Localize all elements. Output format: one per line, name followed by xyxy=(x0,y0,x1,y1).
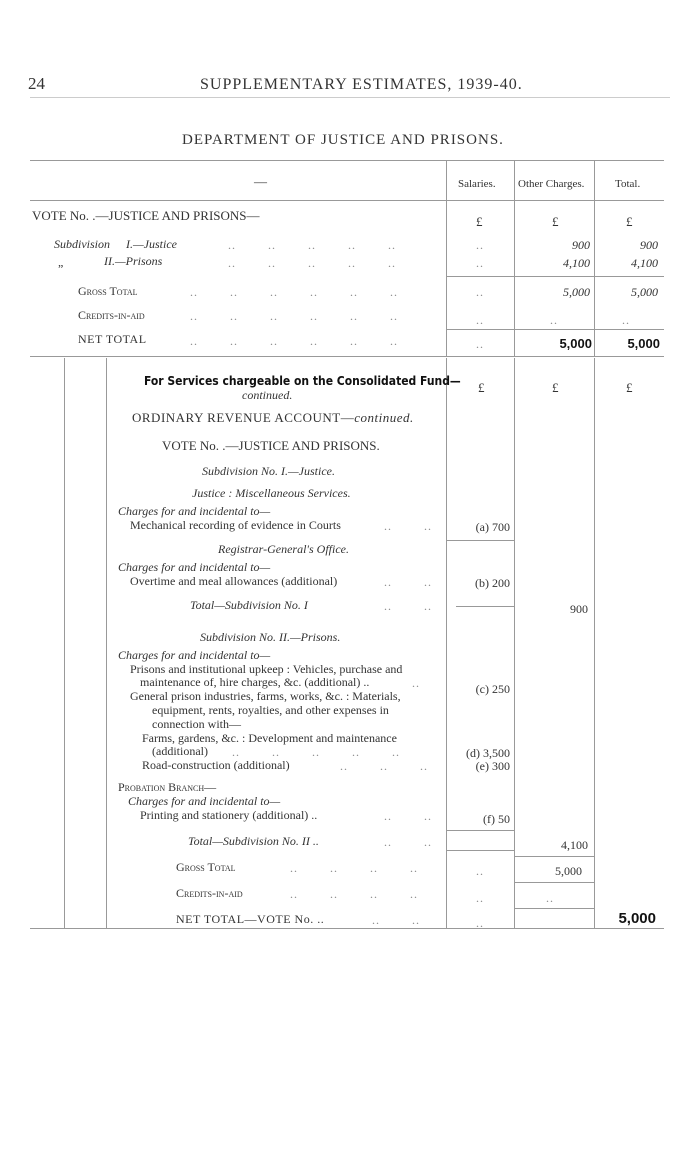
gross-total: 5,000 xyxy=(631,285,658,299)
col-salaries: Salaries. xyxy=(458,178,496,190)
industries-line2: equipment, rents, royalties, and other expenses in xyxy=(152,703,389,717)
sub2-other: 4,100 xyxy=(563,256,590,270)
detail-net-salaries: .. xyxy=(476,916,484,930)
total-sub2-leader: .. .. xyxy=(384,835,432,849)
summary-header-rule xyxy=(30,200,664,201)
currency-salaries: £ xyxy=(476,214,483,229)
rule-credits xyxy=(514,882,594,883)
prisons-line2: maintenance of, hire charges, &c. (additional) .. xyxy=(140,675,370,689)
rule-gross xyxy=(514,856,594,857)
detail-margin-rule xyxy=(106,358,107,928)
industries-line1: General prison industries, farms, works, &c. : Materials, xyxy=(130,689,401,703)
detail-left-border xyxy=(64,358,65,928)
total-sub1-label: Total—Subdivision No. I xyxy=(190,598,308,612)
col-divider-3 xyxy=(594,160,595,356)
sub1-heading: Subdivision No. I.—Justice. xyxy=(202,464,335,478)
printing-leader: .. .. xyxy=(384,809,432,823)
gross-salaries: .. xyxy=(476,285,484,299)
currency-other: £ xyxy=(552,214,559,229)
sub2-salaries: .. xyxy=(476,256,484,270)
overtime: Overtime and meal allowances (additional) xyxy=(130,574,338,588)
amount-b: (b) 200 xyxy=(475,576,510,590)
total-sub2-label: Total—Subdivision No. II .. xyxy=(188,834,319,848)
net-total-label: NET TOTAL xyxy=(78,332,147,346)
sub2-name: II.—Prisons xyxy=(104,254,163,268)
total-sub2: 4,100 xyxy=(561,838,588,852)
net-other: 5,000 xyxy=(559,336,592,351)
sub1-label: Subdivision xyxy=(54,237,110,251)
justice-misc: Justice : Miscellaneous Services. xyxy=(192,486,351,500)
sub1-leader: .. .. .. .. .. xyxy=(228,238,396,252)
sub2-leader: .. .. .. .. .. xyxy=(228,256,396,270)
detail-net-total: 5,000 xyxy=(618,910,656,927)
ordinary-text: ORDINARY REVENUE ACCOUNT— xyxy=(132,410,355,425)
sub2-heading: Subdivision No. II.—Prisons. xyxy=(200,630,341,644)
total-sub1-leader: .. .. xyxy=(384,599,432,613)
col-total: Total. xyxy=(615,178,641,190)
overtime-leader: .. .. xyxy=(384,575,432,589)
net-rule xyxy=(446,329,664,330)
sub1-other: 900 xyxy=(572,238,590,252)
detail-credits-leader: .. .. .. .. xyxy=(290,887,418,901)
mech-leader: .. .. xyxy=(384,519,432,533)
net-leader: .. .. .. .. .. .. xyxy=(190,334,398,348)
charges-label-2: Charges for and incidental to— xyxy=(118,560,271,574)
printing: Printing and stationery (additional) .. xyxy=(140,808,318,822)
detail-gross-salaries: .. xyxy=(476,864,484,878)
rule-net xyxy=(514,908,594,909)
amount-f: (f) 50 xyxy=(483,812,510,826)
sub1-name: I.—Justice xyxy=(126,237,177,251)
road-construction: Road-construction (additional) xyxy=(142,758,290,772)
detail-gross-total: 5,000 xyxy=(555,864,582,878)
department-title: DEPARTMENT OF JUSTICE AND PRISONS. xyxy=(182,132,504,148)
mech-recording: Mechanical recording of evidence in Courts xyxy=(130,518,341,532)
col-other-charges: Other Charges. xyxy=(518,178,585,190)
amount-a: (a) 700 xyxy=(475,520,510,534)
total-sub1: 900 xyxy=(570,602,588,616)
credits-salaries: .. xyxy=(476,313,484,327)
detail-net-label: NET TOTAL—VOTE No. .. xyxy=(176,912,325,926)
sub2-ditto: „ xyxy=(58,255,64,269)
page-number: 24 xyxy=(28,74,45,93)
sub1-salaries: .. xyxy=(476,238,484,252)
detail-heading: For Services chargeable on the Consolidated Fund— xyxy=(144,374,461,388)
net-total: 5,000 xyxy=(627,336,660,351)
detail-currency-3: £ xyxy=(626,380,633,395)
summary-vote-title: VOTE No. .—JUSTICE AND PRISONS— xyxy=(32,208,260,223)
farms-line2: (additional) xyxy=(152,744,208,758)
detail-currency-2: £ xyxy=(552,380,559,395)
credits-total: .. xyxy=(622,313,630,327)
detail-col-3 xyxy=(594,358,595,928)
industries-line3: connection with— xyxy=(152,717,241,731)
currency-total: £ xyxy=(626,214,633,229)
rule-sub2-b xyxy=(446,850,514,851)
registrar: Registrar-General's Office. xyxy=(218,542,349,556)
farms-leader: .. .. .. .. .. xyxy=(232,745,400,759)
rule-a xyxy=(446,540,514,541)
running-title: SUPPLEMENTARY ESTIMATES, 1939-40. xyxy=(200,76,523,93)
detail-credits-label: Credits-in-aid xyxy=(176,886,243,900)
probation-branch: Probation Branch— xyxy=(118,780,217,794)
col-divider-1 xyxy=(446,160,447,356)
credits-leader: .. .. .. .. .. .. xyxy=(190,309,398,323)
gross-leader: .. .. .. .. .. .. xyxy=(190,285,398,299)
detail-credits-other: .. xyxy=(546,891,554,905)
header-rule xyxy=(30,97,670,98)
detail-net-leader: .. .. xyxy=(372,913,420,927)
charges-label-3: Charges for and incidental to— xyxy=(118,648,271,662)
amount-e: (e) 300 xyxy=(475,759,510,773)
rule-sub1 xyxy=(456,606,514,607)
detail-vote: VOTE No. .—JUSTICE AND PRISONS. xyxy=(162,438,380,453)
detail-gross-label: Gross Total xyxy=(176,860,236,874)
sub1-total: 900 xyxy=(640,238,658,252)
detail-credits-salaries: .. xyxy=(476,891,484,905)
farms-line1: Farms, gardens, &c. : Development and maintenance xyxy=(142,731,397,745)
detail-heading-cont: continued. xyxy=(242,388,293,402)
prisons-leader: .. xyxy=(412,676,420,690)
credits-other: .. xyxy=(550,313,558,327)
detail-currency-1: £ xyxy=(478,380,485,395)
rule-sub2 xyxy=(446,830,514,831)
charges-label-1: Charges for and incidental to— xyxy=(118,504,271,518)
credits-label: Credits-in-aid xyxy=(78,308,145,322)
subtotal-rule xyxy=(446,276,664,277)
detail-col-2 xyxy=(514,358,515,928)
detail-col-1 xyxy=(446,358,447,928)
sub2-total: 4,100 xyxy=(631,256,658,270)
road-leader: .. .. .. xyxy=(340,759,428,773)
summary-bottom-rule xyxy=(30,356,664,357)
gross-other: 5,000 xyxy=(563,285,590,299)
col-divider-2 xyxy=(514,160,515,356)
amount-c: (c) 250 xyxy=(475,682,510,696)
header-dash: — xyxy=(254,174,267,189)
amount-d: (d) 3,500 xyxy=(466,746,510,760)
ordinary-cont: continued. xyxy=(354,410,414,425)
ordinary-heading xyxy=(132,410,414,426)
prisons-line1: Prisons and institutional upkeep : Vehicles, purchase and xyxy=(130,662,403,676)
net-salaries: .. xyxy=(476,337,484,351)
charges-label-4: Charges for and incidental to— xyxy=(128,794,281,808)
detail-gross-leader: .. .. .. .. xyxy=(290,861,418,875)
summary-top-rule xyxy=(30,160,664,161)
detail-bottom-rule xyxy=(30,928,664,929)
gross-total-label: Gross Total xyxy=(78,284,138,298)
